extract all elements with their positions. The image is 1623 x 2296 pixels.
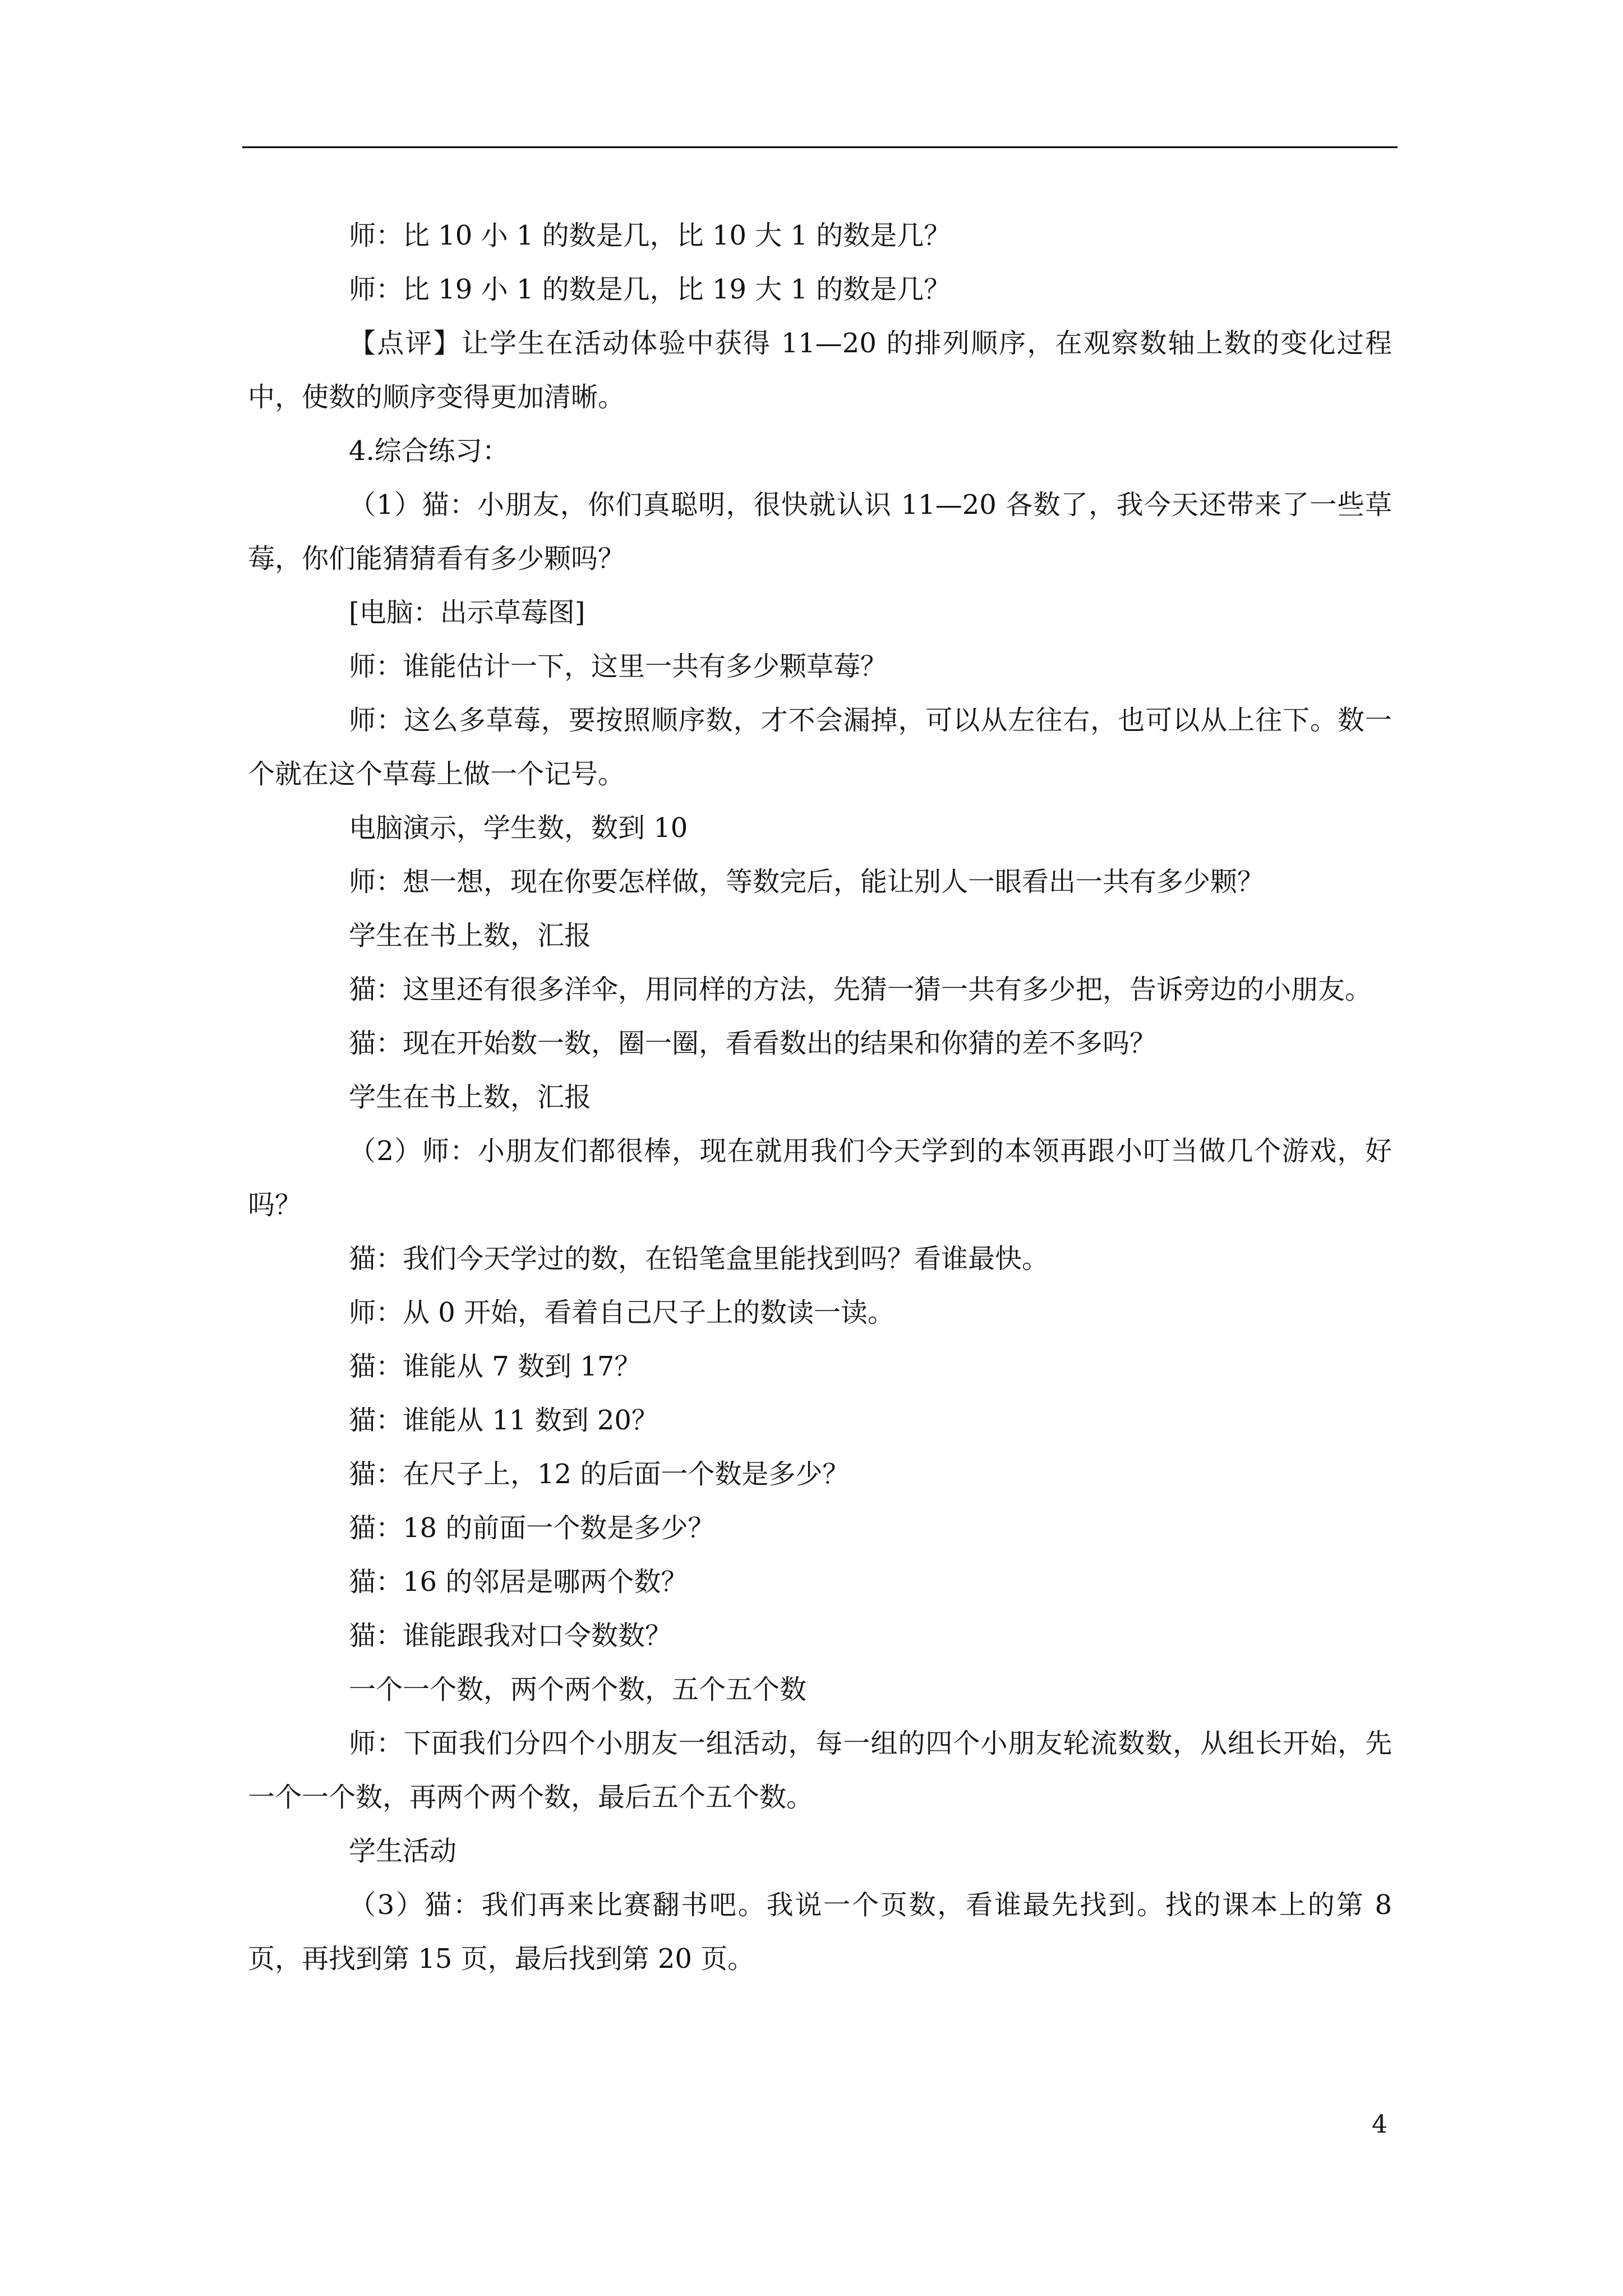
page-number: 4 [1372, 2110, 1387, 2139]
paragraph: 猫：16 的邻居是哪两个数？ [349, 1566, 688, 1598]
header-rule [242, 146, 1398, 148]
paragraph: 师：比 19 小 1 的数是几，比 19 大 1 的数是几？ [349, 274, 951, 305]
paragraph: 学生在书上数，汇报 [349, 920, 592, 951]
paragraph: 猫：在尺子上，12 的后面一个数是多少？ [349, 1458, 850, 1490]
paragraph: 电脑演示，学生数，数到 10 [349, 812, 688, 844]
paragraph: 师：想一想，现在你要怎样做，等数完后，能让别人一眼看出一共有多少颗？ [349, 866, 1265, 898]
paragraph: 猫：我们今天学过的数，在铅笔盒里能找到吗？看谁最快。 [349, 1243, 1049, 1274]
paragraph: 师：从 0 开始，看着自己尺子上的数读一读。 [349, 1297, 895, 1328]
paragraph: 师：下面我们分四个小朋友一组活动，每一组的四个小朋友轮流数数，从组长开始，先一个一个数，再两个两个数，最后五个五个数。 [248, 1728, 1392, 1813]
paragraph: 师：谁能估计一下，这里一共有多少颗草莓？ [349, 651, 888, 682]
paragraph: （1）猫：小朋友，你们真聪明，很快就认识 11—20 各数了，我今天还带来了一些草莓，你们能猜猜看有多少颗吗？ [248, 489, 1392, 574]
paragraph: 4.综合练习： [349, 435, 509, 467]
paragraph: 一个一个数，两个两个数，五个五个数 [349, 1674, 807, 1705]
paragraph: 猫：现在开始数一数，圈一圈，看看数出的结果和你猜的差不多吗？ [349, 1028, 1157, 1059]
paragraph: 猫：谁能跟我对口令数数？ [349, 1620, 672, 1651]
paragraph: [电脑：出示草莓图] [349, 597, 585, 628]
paragraph: （2）师：小朋友们都很棒，现在就用我们今天学到的本领再跟小叮当做几个游戏，好吗？ [248, 1135, 1392, 1221]
document-body [248, 209, 1392, 1986]
paragraph: （3）猫：我们再来比赛翻书吧。我说一个页数，看谁最先找到。找的课本上的第 8 页，再找到第 15 页，最后找到第 20 页。 [248, 1889, 1392, 1975]
paragraph: 猫：谁能从 11 数到 20？ [349, 1405, 658, 1436]
paragraph: 猫：18 的前面一个数是多少？ [349, 1512, 715, 1544]
paragraph: 猫：谁能从 7 数到 17？ [349, 1351, 642, 1382]
paragraph: 师：这么多草莓，要按照顺序数，才不会漏掉，可以从左往右，也可以从上往下。数一个就在这个草莓上做一个记号。 [248, 705, 1392, 790]
paragraph: 学生活动 [349, 1835, 457, 1867]
paragraph: 师：比 10 小 1 的数是几，比 10 大 1 的数是几？ [349, 220, 951, 251]
paragraph: 【点评】让学生在活动体验中获得 11—20 的排列顺序，在观察数轴上数的变化过程中，使数的顺序变得更加清晰。 [248, 328, 1392, 413]
paragraph: 学生在书上数，汇报 [349, 1082, 592, 1113]
paragraph: 猫：这里还有很多洋伞，用同样的方法，先猜一猜一共有多少把，告诉旁边的小朋友。 [349, 974, 1372, 1005]
